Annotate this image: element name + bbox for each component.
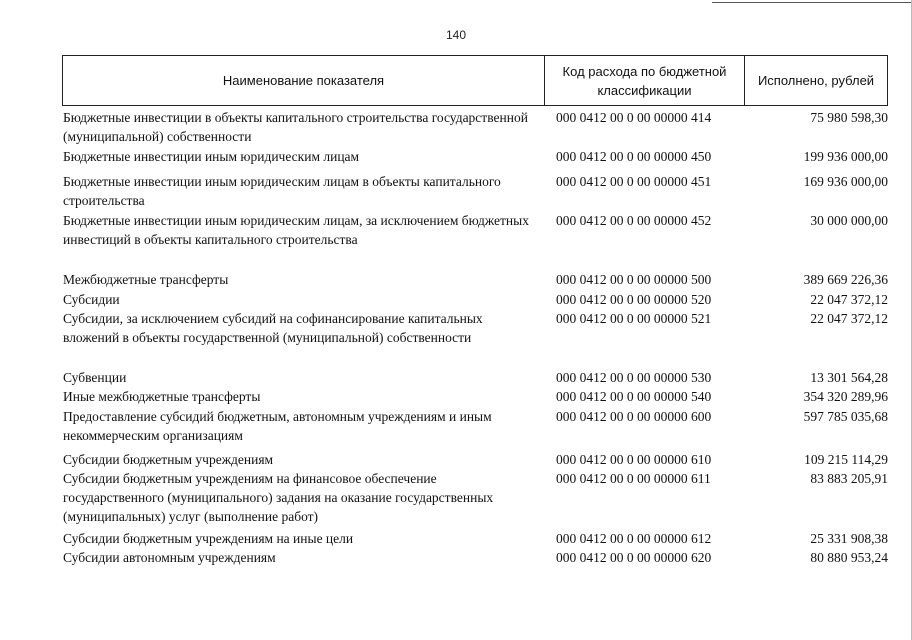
- row-code: 000 0412 00 0 00 00000 611: [556, 471, 711, 486]
- row-name: Предоставление субсидий бюджетным, автономным учреждениям и иным некоммерческим организациям: [63, 409, 492, 443]
- header-name: Наименование показателя: [63, 56, 545, 105]
- row-code: 000 0412 00 0 00 00000 521: [556, 311, 712, 326]
- row-name: Межбюджетные трансферты: [63, 272, 229, 287]
- row-amount: 30 000 000,00: [810, 213, 888, 228]
- row-amount: 354 320 289,96: [803, 389, 888, 404]
- row-amount: 169 936 000,00: [803, 174, 888, 189]
- row-amount: 80 880 953,24: [810, 550, 888, 565]
- row-code: 000 0412 00 0 00 00000 612: [556, 531, 712, 546]
- row-amount: 25 331 908,38: [810, 531, 888, 546]
- row-name: Субсидии бюджетным учреждениям на финансовое обеспечение государственного (муниципального) задания на оказание государственных (муниципальных) услуг (выполнение работ): [63, 471, 494, 524]
- row-amount: 199 936 000,00: [803, 149, 888, 164]
- row-name: Субсидии автономным учреждениям: [63, 550, 276, 565]
- row-code: 000 0412 00 0 00 00000 620: [556, 550, 712, 565]
- page-number: 140: [445, 28, 467, 42]
- row-amount: 22 047 372,12: [810, 311, 888, 326]
- row-name: Бюджетные инвестиции в объекты капитального строительства государственной (муниципальной) собственности: [63, 110, 528, 144]
- row-name: Субсидии бюджетным учреждениям: [63, 452, 274, 467]
- header-code: Код расхода по бюджетной классификации: [545, 56, 745, 105]
- row-name: Субсидии бюджетным учреждениям на иные цели: [63, 531, 354, 546]
- row-name: Бюджетные инвестиции иным юридическим лицам, за исключением бюджетных инвестиций в объекты капитального строительства: [63, 213, 529, 247]
- row-code: 000 0412 00 0 00 00000 414: [556, 110, 712, 125]
- row-code: 000 0412 00 0 00 00000 450: [556, 149, 712, 164]
- row-name: Субсидии: [63, 292, 120, 307]
- row-name: Иные межбюджетные трансферты: [63, 389, 261, 404]
- row-name: Субсидии, за исключением субсидий на софинансирование капитальных вложений в объекты государственной (муниципальной) собственности: [63, 311, 483, 345]
- row-amount: 75 980 598,30: [810, 110, 888, 125]
- row-name: Субвенции: [63, 370, 127, 385]
- row-name: Бюджетные инвестиции иным юридическим лицам: [63, 149, 360, 164]
- row-amount: 13 301 564,28: [810, 370, 888, 385]
- row-code: 000 0412 00 0 00 00000 500: [556, 272, 712, 287]
- row-code: 000 0412 00 0 00 00000 600: [556, 409, 712, 424]
- row-code: 000 0412 00 0 00 00000 452: [556, 213, 712, 228]
- row-amount: 109 215 114,29: [804, 452, 888, 467]
- row-amount: 389 669 226,36: [803, 272, 888, 287]
- row-amount: 22 047 372,12: [810, 292, 888, 307]
- table-header: [62, 55, 888, 106]
- row-code: 000 0412 00 0 00 00000 520: [556, 292, 712, 307]
- row-code: 000 0412 00 0 00 00000 451: [556, 174, 712, 189]
- row-code: 000 0412 00 0 00 00000 530: [556, 370, 712, 385]
- row-name: Бюджетные инвестиции иным юридическим лицам в объекты капитального строительства: [63, 174, 501, 208]
- row-code: 000 0412 00 0 00 00000 610: [556, 452, 712, 467]
- header-amount: Исполнено, рублей: [757, 73, 875, 88]
- row-amount: 83 883 205,91: [810, 471, 888, 486]
- row-code: 000 0412 00 0 00 00000 540: [556, 389, 712, 404]
- scan-top-edge-line: [712, 2, 912, 3]
- row-amount: 597 785 035,68: [803, 409, 888, 424]
